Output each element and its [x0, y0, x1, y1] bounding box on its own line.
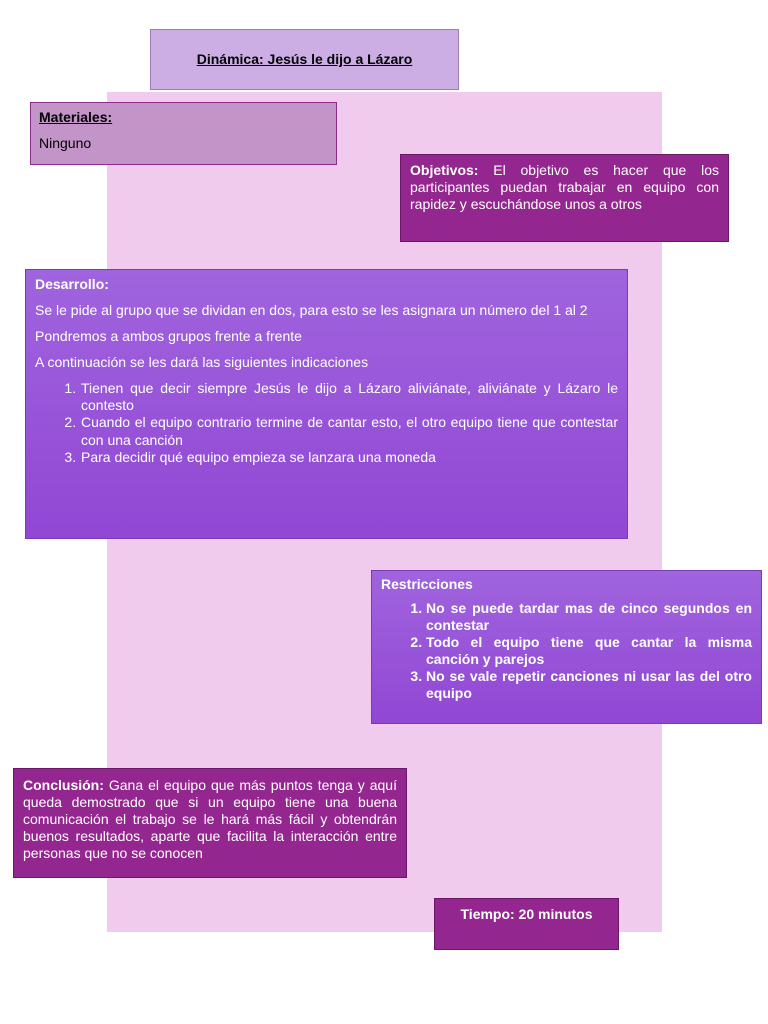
objectives-text: El objetivo es hacer que los participantes puedan trabajar en equipo con rapidez y escuchándose unos a otros — [410, 162, 719, 213]
materials-heading: Materiales: — [39, 109, 113, 125]
restriction-item: 3. No se vale repetir canciones ni usar las del otro equipo — [426, 668, 752, 702]
restrictions-box — [371, 570, 762, 724]
time-label: Tiempo: 20 minutos — [460, 906, 593, 922]
materials-box — [30, 102, 337, 165]
time-box — [434, 898, 619, 950]
restriction-item: 1. No se puede tardar mas de cinco segundos en contestar — [426, 600, 752, 634]
restrictions-list — [381, 600, 752, 702]
development-paragraph: Se le pide al grupo que se dividan en dos, para esto se les asignara un número del 1 al 2 — [35, 302, 588, 319]
development-paragraph: Pondremos a ambos grupos frente a frente — [35, 328, 302, 345]
materials-text: Ninguno — [39, 135, 92, 152]
development-step: 2. Cuando el equipo contrario termine de cantar esto, el otro equipo tiene que contestar con una canción — [80, 414, 618, 448]
conclusion-box — [13, 768, 407, 878]
restrictions-heading: Restricciones — [381, 576, 473, 592]
development-step: 3. Para decidir qué equipo empieza se lanzara una moneda — [80, 449, 618, 466]
title-box — [150, 29, 459, 90]
conclusion-heading: Conclusión: — [23, 777, 104, 793]
development-heading: Desarrollo: — [35, 276, 109, 292]
objectives-heading: Objetivos: — [410, 162, 479, 178]
development-step: 1. Tienen que decir siempre Jesús le dijo a Lázaro aliviánate, aliviánate y Lázaro le contesto — [80, 380, 618, 414]
page-title: Dinámica: Jesús le dijo a Lázaro — [196, 50, 413, 67]
development-paragraph: A continuación se les dará las siguientes indicaciones — [35, 354, 369, 371]
development-box — [25, 269, 628, 539]
conclusion-text: Gana el equipo que más puntos tenga y aquí queda demostrado que si un equipo tiene una buena comunicación el trabajo se le hará más fácil y obtendrán buenos resultados, aparte que facilita la interacción entre personas que no se conocen — [23, 777, 397, 862]
objectives-box — [400, 154, 729, 242]
restriction-item: 2. Todo el equipo tiene que cantar la misma canción y parejos — [426, 634, 752, 668]
development-steps — [35, 380, 618, 465]
